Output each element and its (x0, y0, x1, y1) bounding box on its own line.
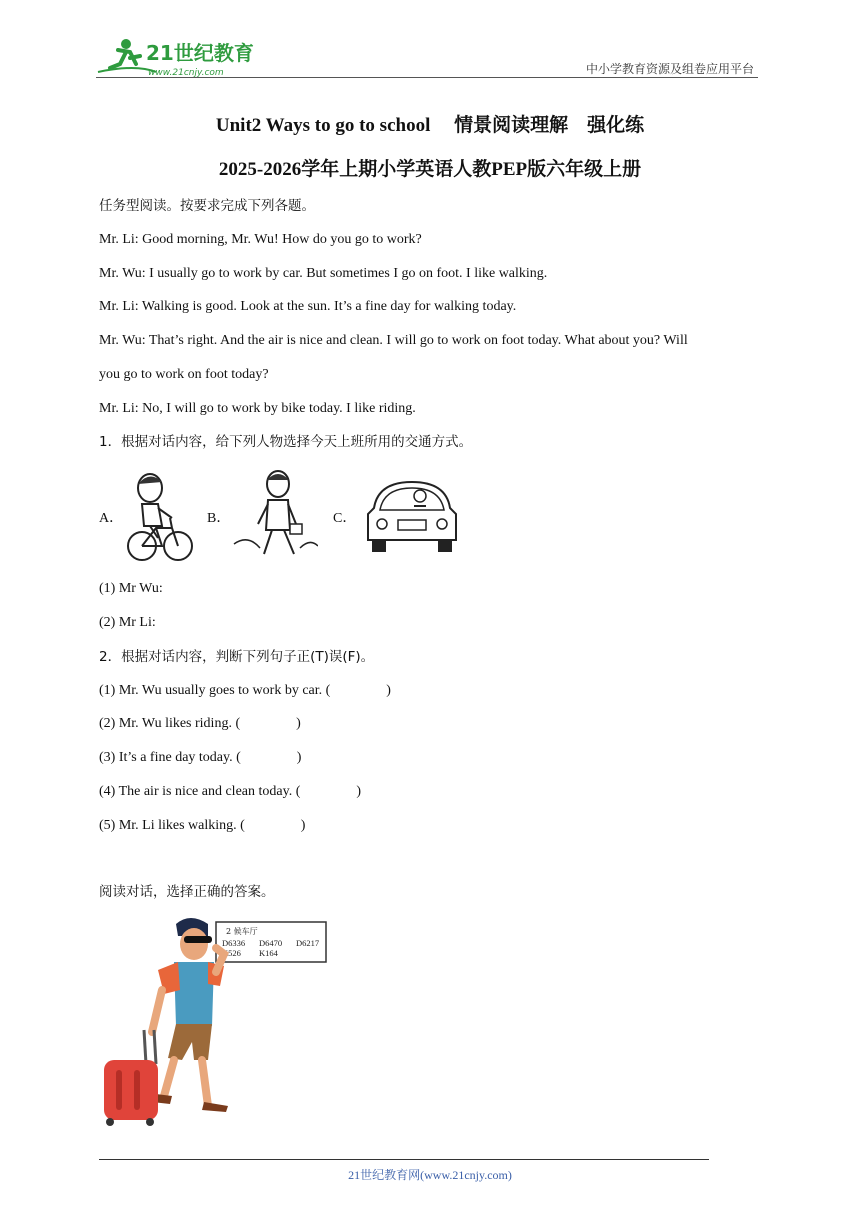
traveler-image (98, 914, 334, 1128)
question1-item: (2) Mr Li: (99, 615, 156, 630)
option-a-label: A． (99, 511, 124, 526)
page-subtitle: 2025-2026学年上期小学英语人教PEP版六年级上册 (218, 159, 642, 180)
sign-train: D6470 (259, 938, 283, 948)
sign-train: D6336 (222, 938, 246, 948)
question2-stem: 2．根据对话内容，判断下列句子正(T)误(F)。 (99, 649, 375, 665)
question2-item: (3) It’s a fine day today. ( ) (99, 750, 302, 765)
platform-name: 中小学教育资源及组卷应用平台 (585, 62, 754, 76)
sign-train: K164 (259, 948, 278, 958)
car-image (364, 478, 460, 556)
dialogue-line: Mr. Li: Good morning, Mr. Wu! How do you go to work? (99, 232, 422, 247)
bike-rider-image (122, 468, 194, 564)
dialogue-line: Mr. Li: Walking is good. Look at the sun. It’s a fine day for walking today. (99, 299, 517, 314)
sign-train: D6217 (296, 938, 320, 948)
dialogue-line: Mr. Li: No, I will go to work by bike today. I like riding. (99, 401, 416, 416)
page-title: Unit2 Ways to go to school 情景阅读理解 强化练 (215, 115, 645, 136)
walking-person-image (232, 468, 318, 560)
logo-url: www.21cnjy.com (148, 68, 224, 78)
header-divider (96, 77, 758, 78)
dialogue-line: Mr. Wu: That’s right. And the air is nice and clean. I will go to work on foot today. What about you? Will (99, 333, 688, 348)
dialogue-line: Mr. Wu: I usually go to work by car. But sometimes I go on foot. I like walking. (99, 266, 548, 281)
question2-item: (2) Mr. Wu likes riding. ( ) (99, 716, 301, 731)
site-logo (96, 34, 266, 78)
page-header (96, 30, 758, 80)
section2-instruction: 阅读对话，选择正确的答案。 (99, 884, 275, 900)
sign-train: K526 (222, 948, 241, 958)
question2-item: (4) The air is nice and clean today. ( ) (99, 784, 362, 799)
option-b-label: B． (207, 511, 231, 526)
option-c-label: C． (333, 511, 357, 526)
sign-title: 2 候车厅 (226, 927, 258, 936)
footer-text: 21世纪教育网(www.21cnjy.com) (348, 1168, 512, 1182)
question2-item: (5) Mr. Li likes walking. ( ) (99, 818, 306, 833)
question2-item: (1) Mr. Wu usually goes to work by car. ( ) (99, 683, 391, 698)
question1-item: (1) Mr Wu: (99, 581, 163, 596)
section1-instruction: 任务型阅读。按要求完成下列各题。 (99, 198, 315, 214)
logo-text: 21世纪教育 (146, 41, 254, 65)
footer-divider (99, 1159, 709, 1160)
question1-stem: 1．根据对话内容，给下列人物选择今天上班所用的交通方式。 (99, 434, 473, 450)
dialogue-line: you go to work on foot today? (99, 367, 269, 382)
